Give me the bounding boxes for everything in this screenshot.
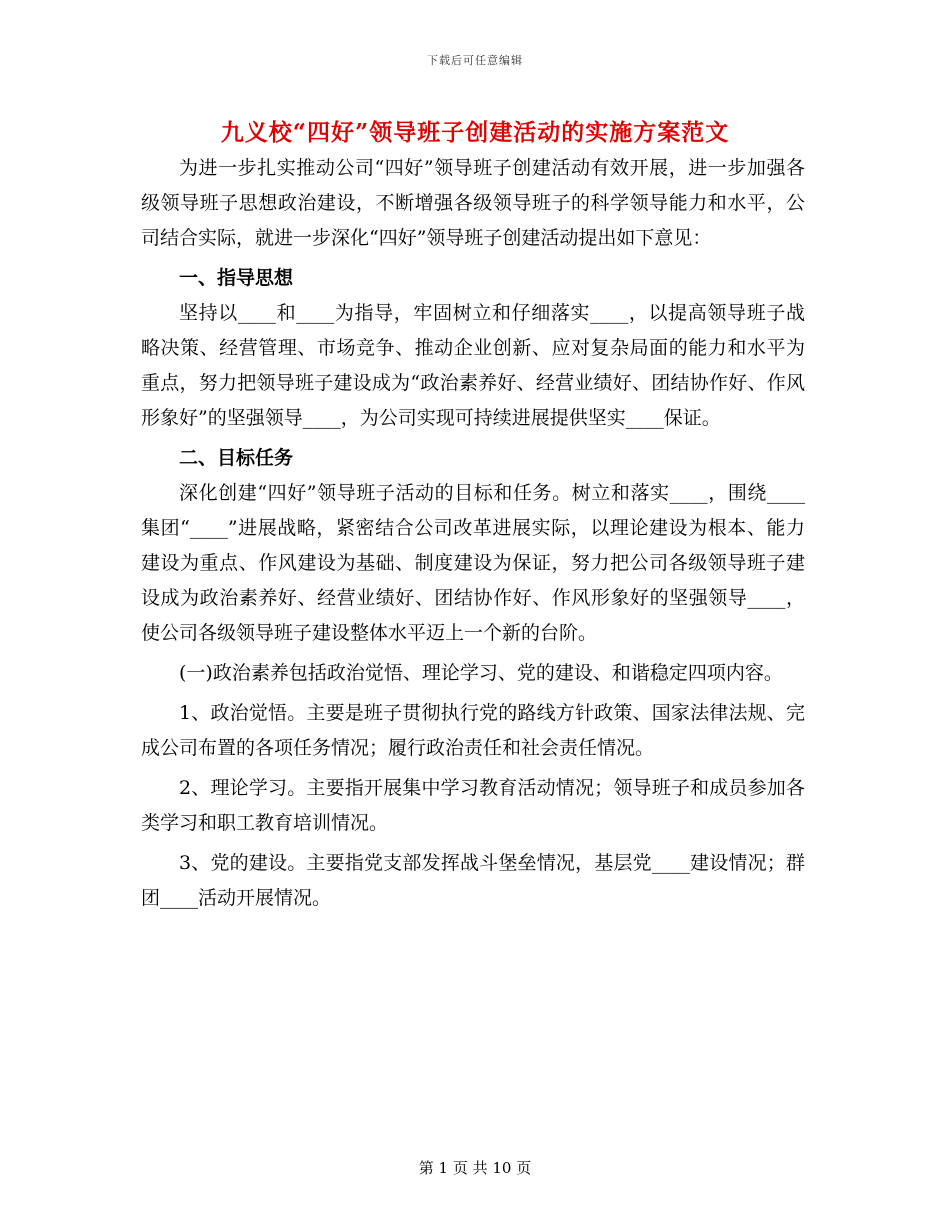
page-number: 第 1 页 共 10 页 — [418, 1159, 532, 1177]
paragraph-guiding-ideology: 坚持以____和____为指导，牢固树立和仔细落实____，以提高领导班子战略决策、经营管理、市场竞争、推动企业创新、应对复杂局面的能力和水平为重点，努力把领导班子建设成为“政治素养好、经营业绩好、团结协作好、作风形象好”的坚强领导____，为公司实现可持续进展提供坚实____保证。 — [141, 302, 805, 429]
list-item-theory-study: 2、理论学习。主要指开展集中学习教育活动情况；领导班子和成员参加各类学习和职工教育培训情况。 — [141, 777, 805, 834]
page-header-note: 下载后可任意编辑 — [427, 54, 523, 67]
paragraph-goals-tasks: 深化创建“四好”领导班子活动的目标和任务。树立和落实____，围绕____集团“____”进展战略，紧密结合公司改革进展实际，以理论建设为根本、能力建设为重点、作风建设为基础、制度建设为保证，努力把公司各级领导班子建设成为政治素养好、经营业绩好、团结协作好、作风形象好的坚强领导____，使公司各级领导班子建设整体水平迈上一个新的台阶。 — [141, 482, 805, 644]
intro-paragraph: 为进一步扎实推动公司“四好”领导班子创建活动有效开展，进一步加强各级领导班子思想政治建设，不断增强各级领导班子的科学领导能力和水平，公司结合实际，就进一步深化“四好”领导班子创建活动提出如下意见： — [141, 157, 805, 249]
section-heading-goals-tasks: 二、目标任务 — [179, 447, 294, 469]
document-body — [141, 151, 805, 916]
list-item-political-awareness: 1、政治觉悟。主要是班子贯彻执行党的路线方针政策、国家法律法规、完成公司布置的各项任务情况；履行政治责任和社会责任情况。 — [141, 702, 805, 759]
document-title: 九义校“四好”领导班子创建活动的实施方案范文 — [220, 119, 730, 146]
paragraph-political-quality: (一)政治素养包括政治觉悟、理论学习、党的建设、和谐稳定四项内容。 — [179, 662, 783, 684]
section-heading-guiding-ideology: 一、指导思想 — [179, 267, 294, 289]
list-item-party-building: 3、党的建设。主要指党支部发挥战斗堡垒情况，基层党____建设情况；群团____活动开展情况。 — [141, 852, 805, 909]
